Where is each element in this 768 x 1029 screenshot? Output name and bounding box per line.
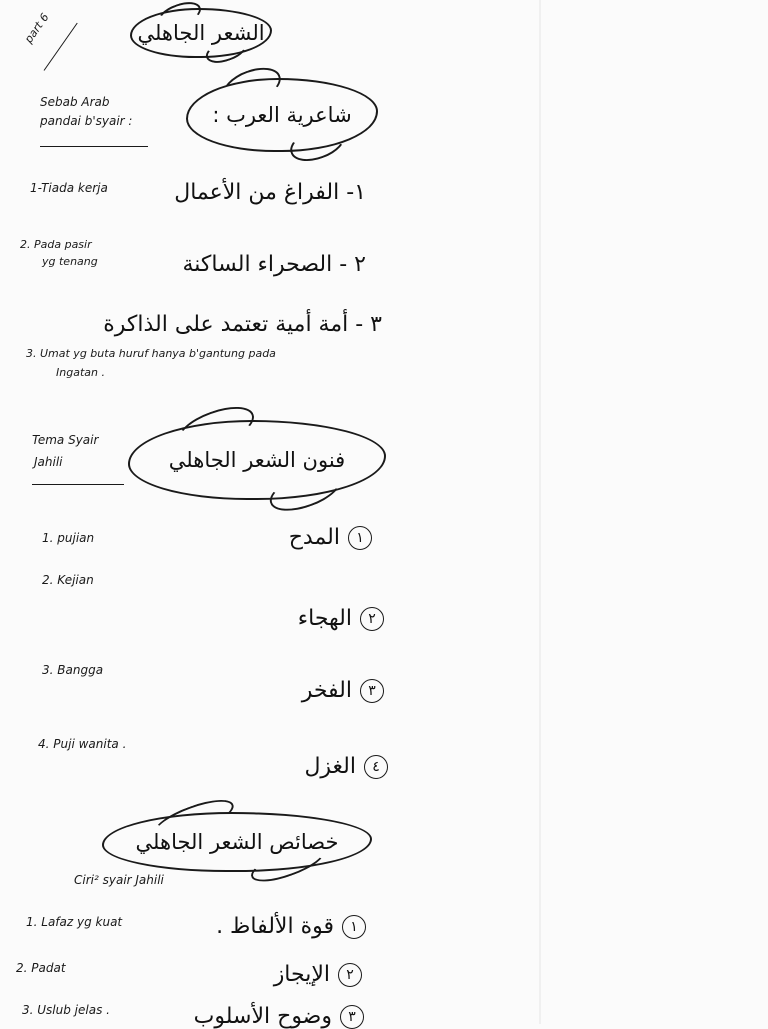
number-circle: ٢ xyxy=(360,607,384,631)
section2-item3-arabic: الفخر xyxy=(301,678,352,703)
section2-note-line2: Jahili xyxy=(34,455,63,469)
section1-item2-arabic: ٢ - الصحراء الساكنة xyxy=(182,252,366,277)
page-title: الشعر الجاهلي xyxy=(137,21,265,45)
section2-item4-arabic: الغزل xyxy=(304,754,356,779)
section3-item2 xyxy=(274,962,362,987)
section1-note-line1: Sebab Arab xyxy=(40,95,110,109)
section3-item3-note: 3. Uslub jelas . xyxy=(22,1003,110,1017)
section3-item1-note: 1. Lafaz yg kuat xyxy=(26,915,123,929)
section2-item3-note: 3. Bangga xyxy=(42,663,104,677)
section3-item1 xyxy=(216,914,366,939)
section1-item2-note-line1: 2. Pada pasir xyxy=(20,238,92,251)
section1-note-line2: pandai b'syair : xyxy=(40,114,133,128)
section2-heading-cloud xyxy=(128,420,386,500)
number-circle: ٣ xyxy=(340,1005,364,1029)
section3-note: Ciri² syair Jahili xyxy=(74,873,164,887)
section2-item3 xyxy=(302,678,384,703)
section1-heading-cloud xyxy=(186,78,378,152)
section2-item1-arabic: المدح xyxy=(288,525,340,550)
number-circle: ٢ xyxy=(338,963,362,987)
section1-item3-arabic: ٣ - أمة أمية تعتمد على الذاكرة xyxy=(103,312,382,337)
section2-heading: فنون الشعر الجاهلي xyxy=(168,448,346,472)
section2-item1-note: 1. pujian xyxy=(42,531,95,545)
section1-underline xyxy=(40,146,148,147)
section1-item3-note-line1: 3. Umat yg buta huruf hanya b'gantung pada xyxy=(26,347,276,360)
section2-note-line1: Tema Syair xyxy=(32,433,99,447)
section3-heading-cloud xyxy=(102,812,372,872)
section3-item3 xyxy=(194,1004,364,1029)
number-circle: ٤ xyxy=(364,755,388,779)
section3-item2-note: 2. Padat xyxy=(16,961,66,975)
section3-heading: خصائص الشعر الجاهلي xyxy=(135,830,339,854)
section2-underline xyxy=(32,484,124,485)
section1-heading: شاعرية العرب : xyxy=(212,103,352,127)
section2-item4 xyxy=(304,754,388,779)
section1-item1-note: 1-Tiada kerja xyxy=(30,181,108,195)
section2-item2-note: 2. Kejian xyxy=(42,573,94,587)
section1-item3-note-line2: Ingatan . xyxy=(56,366,105,379)
number-circle: ١ xyxy=(342,915,366,939)
title-cloud xyxy=(130,8,272,58)
section2-item2-arabic: الهجاء xyxy=(297,606,352,631)
section1-item1-arabic: ١- الفراغ من الأعمال xyxy=(174,180,366,205)
section2-item4-note: 4. Puji wanita . xyxy=(38,737,127,751)
section2-item2 xyxy=(298,606,384,631)
page-label: part 6 xyxy=(22,10,52,46)
section2-item1 xyxy=(289,525,372,550)
section3-item3-arabic: وضوح الأسلوب xyxy=(193,1004,332,1029)
section3-item1-arabic: قوة الألفاظ . xyxy=(216,914,334,939)
number-circle: ١ xyxy=(348,526,372,550)
number-circle: ٣ xyxy=(360,679,384,703)
page-label-stroke xyxy=(44,23,78,71)
section1-item2-note-line2: yg tenang xyxy=(42,255,98,268)
section3-item2-arabic: الإيجاز xyxy=(273,962,330,987)
